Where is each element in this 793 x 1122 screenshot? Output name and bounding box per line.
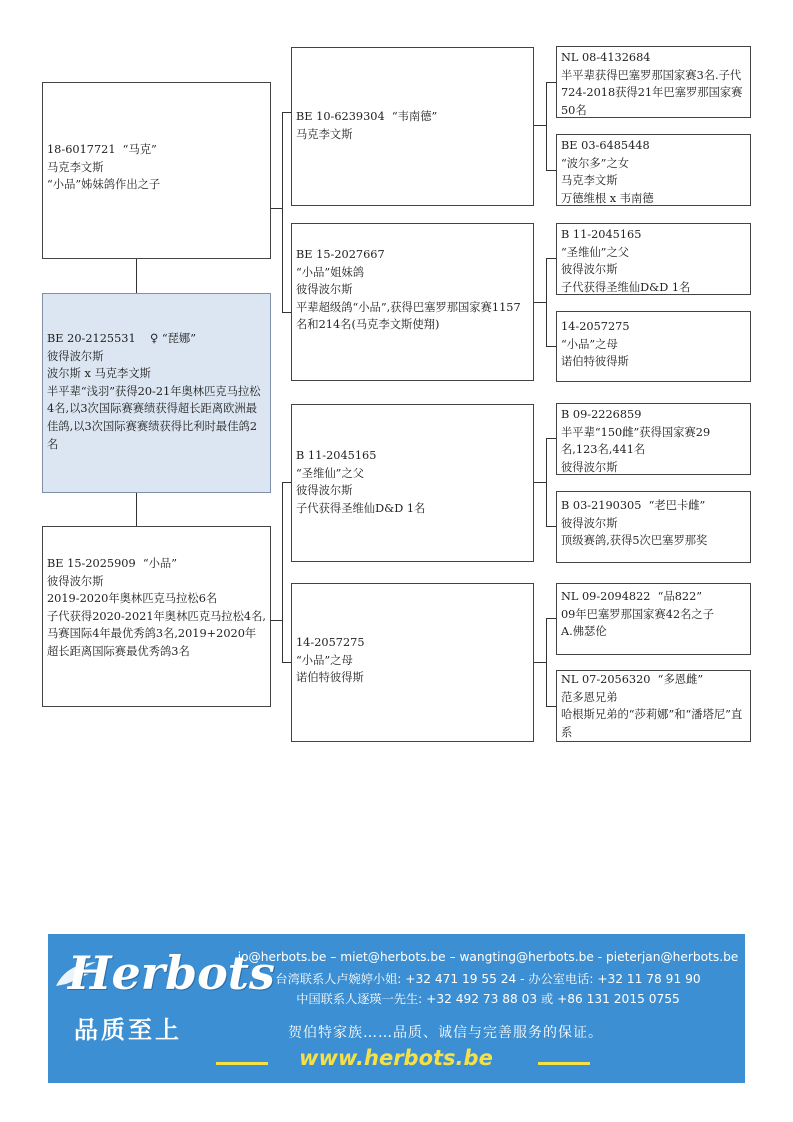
sire-dam-card: BE 15-2027667 “小品”姐妹鸽 彼得波尔斯 平辈超级鸽“小品”,获得巴塞罗那国家赛1157名和214名(马克李文斯使翔) [291, 223, 534, 381]
brand-logo: Herbots [68, 946, 275, 1000]
connector [533, 482, 546, 483]
connector [546, 170, 556, 171]
connector [546, 706, 556, 707]
connector [546, 346, 556, 347]
dam-dam-dam-card: NL 07-2056320 “多恩雌” 范多恩兄弟 哈根斯兄弟的“莎莉娜”和“潘塔尼”直系 [556, 670, 751, 742]
slogan: 品质至上 [74, 1015, 182, 1044]
sire-sire-dam-card: BE 03-6485448 “波尔多”之女 马克李文斯 万德维根 x 韦南德 [556, 134, 751, 206]
connector [282, 482, 283, 662]
decorative-dash [538, 1062, 590, 1065]
footer-banner [48, 934, 745, 1083]
decorative-dash [216, 1062, 268, 1065]
connector [136, 492, 137, 527]
dam-dam-sire-card: NL 09-2094822 “品822” 09年巴塞罗那国家赛42名之子 A.佛瑟伦 [556, 583, 751, 655]
subject-card: BE 20-2125531 ♀ “琵娜” 彼得波尔斯 波尔斯 x 马克李文斯 半平辈“浅羽”获得20-21年奥林匹克马拉松4名,以3次国际赛赛绩获得超长距离欧洲最佳鸽,以3次国际赛赛绩获得比利时最佳鸽2名 [42, 293, 271, 493]
sire-card: 18-6017721 “马克” 马克李文斯 “小品”姊妹鸽作出之子 [42, 82, 271, 259]
connector [533, 125, 546, 126]
connector [533, 662, 546, 663]
website-link[interactable]: www.herbots.be [299, 1046, 493, 1070]
dam-sire-card: B 11-2045165 “圣维仙”之父 彼得波尔斯 子代获得圣维仙D&D 1名 [291, 404, 534, 562]
taiwan-contact: 台湾联系人卢婉婷小姐: +32 471 19 55 24 - 办公室电话: +32 11 78 91 90 [275, 972, 701, 986]
connector [136, 258, 137, 294]
china-contact: 中国联系人逐瑛一先生: +32 492 73 88 03 或 +86 131 2015 0755 [296, 992, 680, 1006]
connector [546, 258, 556, 259]
sire-sire-sire-card: NL 08-4132684 半平辈获得巴塞罗那国家赛3名.子代724-2018获得21年巴塞罗那国家赛50名 [556, 46, 751, 118]
dam-sire-dam-card: B 03-2190305 “老巴卡雌” 彼得波尔斯 顶级赛鸽,获得5次巴塞罗那奖 [556, 491, 751, 563]
tagline: 贺伯特家族……品质、诚信与完善服务的保证。 [288, 1025, 603, 1041]
sire-dam-sire-card: B 11-2045165 “圣维仙”之父 彼得波尔斯 子代获得圣维仙D&D 1名 [556, 223, 751, 295]
connector [546, 258, 547, 346]
connector [546, 438, 556, 439]
connector [533, 302, 546, 303]
connector [546, 82, 556, 83]
connector [270, 620, 282, 621]
dam-dam-card: 14-2057275 “小品”之母 诺伯特彼得斯 [291, 583, 534, 742]
connector [546, 526, 556, 527]
connector [546, 82, 547, 170]
dam-card: BE 15-2025909 “小品” 彼得波尔斯 2019-2020年奥林匹克马拉松6名 子代获得2020-2021年奥林匹克马拉松4名,马赛国际4年最优秀鸽3名,2019+2020年超长距离国际赛最优秀鸽3名 [42, 526, 271, 707]
sire-dam-dam-card: 14-2057275 “小品”之母 诺伯特彼得斯 [556, 311, 751, 382]
sire-sire-card: BE 10-6239304 “韦南德” 马克李文斯 [291, 47, 534, 206]
connector [546, 438, 547, 526]
connector [282, 112, 283, 312]
dam-sire-sire-card: B 09-2226859 半平辈“150雌”获得国家赛29名,123名,441名 彼得波尔斯 [556, 403, 751, 475]
connector [270, 208, 282, 209]
connector [546, 618, 556, 619]
email-list: jo@herbots.be – miet@herbots.be – wangting@herbots.be - pieterjan@herbots.be [237, 950, 739, 964]
connector [546, 618, 547, 706]
